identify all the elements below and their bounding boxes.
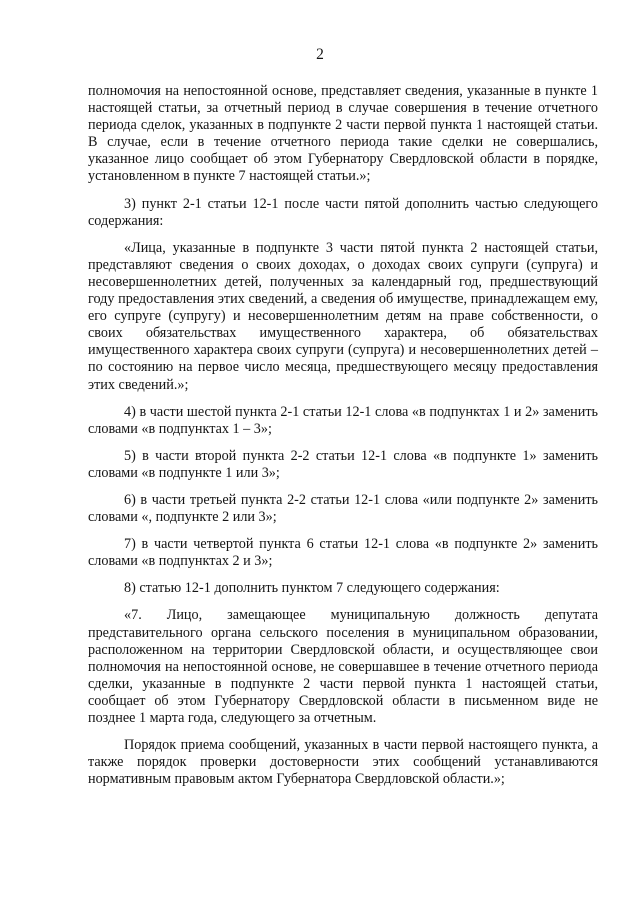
paragraph-procedure: Порядок приема сообщений, указанных в части первой настоящего пункта, а также порядок проверки достоверности этих сообщений устанавливаются нормативным правовым актом Губернатора Свердловской области.»;: [88, 737, 598, 788]
paragraph-item-6: 6) в части третьей пункта 2-2 статьи 12-1 слова «или подпункте 2» заменить словами «, подпункте 2 или 3»;: [88, 491, 598, 526]
paragraph-item-4: 4) в части шестой пункта 2-1 статьи 12-1 слова «в подпунктах 1 и 2» заменить словами «в подпунктах 1 – 3»;: [88, 403, 598, 437]
document-body: [88, 83, 598, 798]
paragraph-quoted-text: «Лица, указанные в подпункте 3 части пятой пункта 2 настоящей статьи, представляют сведения о своих доходах, о доходах своих супруги (супруга) и несовершеннолетних детей, полученных за календарный год, предшествующий году предоставления этих сведений, а сведения об имуществе, принадлежащем ему, его супруге (супругу) и несовершеннолетним детям на праве собственности, о своих обязательствах имущественного характера, об обязательствах имущественного характера своих супруги (супруга) и несовершеннолетних детей – по состоянию на первое число месяца, предшествующего месяцу предоставления этих сведений.»;: [88, 239, 598, 393]
paragraph-item-5: 5) в части второй пункта 2-2 статьи 12-1 слова «в подпункте 1» заменить словами «в подпункте 1 или 3»;: [88, 447, 598, 481]
page-number: 2: [316, 46, 324, 63]
paragraph-item-8: 8) статью 12-1 дополнить пунктом 7 следующего содержания:: [124, 580, 500, 597]
paragraph-item-7: 7) в части четвертой пункта 6 статьи 12-1 слова «в подпункте 2» заменить словами «в подпунктах 2 и 3»;: [88, 536, 598, 570]
paragraph-continuation: полномочия на непостоянной основе, представляет сведения, указанные в пункте 1 настоящей статьи, за отчетный период в случае совершения в течение отчетного периода сделок, указанных в подпункте 2 части первой пункта 1 настоящей статьи. В случае, если в течение отчетного периода такие сделки не совершались, указанное лицо сообщает об этом Губернатору Свердловской области в порядке, установленном в пункте 7 настоящей статьи.»;: [88, 83, 598, 185]
paragraph-new-point-7: «7. Лицо, замещающее муниципальную должность депутата представительного органа сельского поселения в муниципальном образовании, расположенном на территории Свердловской области, и осуществляющее свои полномочия на непостоянной основе, не совершавшее в течение отчетного периода сделки, указанные в подпункте 2 части первой пункта 1 настоящей статьи, сообщает об этом Губернатору Свердловской области в письменном виде не позднее 1 марта года, следующего за отчетным.: [88, 607, 598, 726]
paragraph-item-3: 3) пункт 2-1 статьи 12-1 после части пятой дополнить частью следующего содержания:: [88, 195, 598, 229]
